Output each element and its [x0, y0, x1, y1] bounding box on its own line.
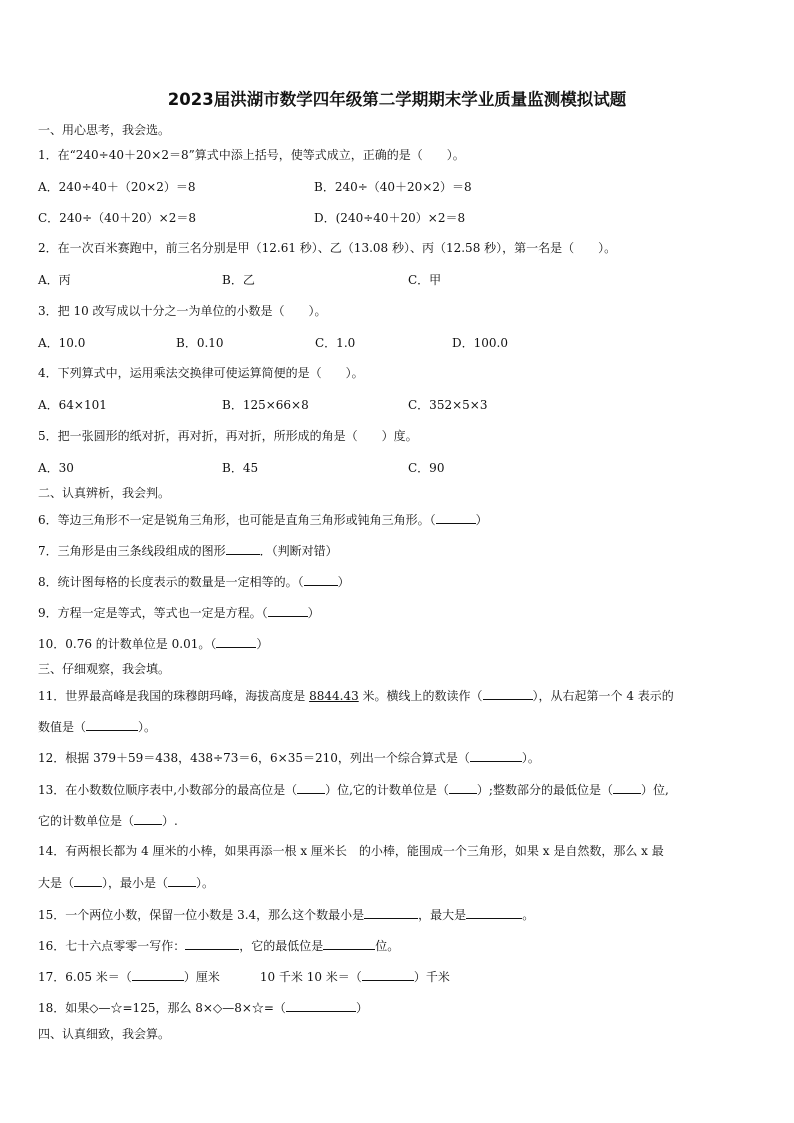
question-12-tail: ）。 [521, 751, 540, 765]
question-2-option-a: A．丙 [38, 273, 71, 287]
question-6: 6．等边三角形不一定是锐角三角形，也可能是直角三角形或钝角三角形。（ ） [38, 513, 488, 527]
question-15-answer-blank-1[interactable] [364, 906, 418, 919]
section-heading-judge: 二、认真辨析，我会判。 [38, 486, 171, 500]
question-3-option-c: C．1.0 [315, 336, 356, 350]
question-3-stem: 3．把 10 改写成以十分之一为单位的小数是（ ）。 [38, 304, 327, 318]
question-13-line-1 [38, 781, 669, 798]
question-5-option-a: A．30 [38, 461, 74, 475]
question-14-answer-blank-1[interactable] [74, 874, 102, 887]
question-14-line-2 [38, 874, 214, 891]
question-8-tail: ） [337, 575, 350, 589]
question-11-answer-blank-2[interactable] [86, 718, 138, 731]
question-13-text-c: ）;整数部分的最低位是（ [476, 783, 613, 797]
question-13-text-a: 13．在小数数位顺序表中,小数部分的最高位是（ [38, 783, 298, 797]
question-1-stem: 1．在“240÷40＋20×2＝8”算式中添上括号，使等式成立，正确的是（ ）。 [38, 148, 465, 162]
question-5-stem: 5．把一张圆形的纸对折，再对折，再对折，所形成的角是（ ）度。 [38, 429, 418, 443]
question-5-option-c: C．90 [408, 461, 445, 475]
question-7-answer-blank[interactable] [226, 542, 260, 555]
question-11-underlined-number: 8844.43 [309, 689, 359, 703]
question-13-text-f: ）. [162, 814, 178, 828]
question-11-answer-blank-1[interactable] [483, 687, 533, 700]
question-17-text-a: 17．6.05 米＝（ [38, 970, 132, 984]
question-8: 8．统计图每格的长度表示的数量是一定相等的。（ ） [38, 575, 350, 589]
question-18-answer-blank[interactable] [286, 999, 356, 1012]
question-13-answer-blank-3[interactable] [613, 781, 641, 794]
question-13-answer-blank-2[interactable] [449, 781, 477, 794]
question-16 [38, 937, 399, 954]
question-16-text-b: ，它的最低位是 [239, 939, 324, 953]
question-4-stem: 4．下列算式中，运用乘法交换律可使运算简便的是（ ）。 [38, 366, 364, 380]
question-14-answer-blank-2[interactable] [168, 874, 196, 887]
question-17-answer-blank-2[interactable] [362, 968, 414, 981]
question-4-option-c: C．352×5×3 [408, 398, 488, 412]
question-2-option-b: B．乙 [222, 273, 255, 287]
question-6-answer-blank[interactable] [436, 511, 476, 524]
question-11-text-b: 米。横线上的数读作（ [358, 689, 483, 703]
question-1-option-a: A．240÷40＋（20×2）＝8 [38, 180, 196, 194]
question-1-option-d: D．(240÷40＋20）×2＝8 [314, 211, 466, 225]
question-2-stem: 2．在一次百米赛跑中，前三名分别是甲（12.61 秒）、乙（13.08 秒）、丙（12.58 秒），第一名是（ ）。 [38, 241, 617, 255]
question-13-text-b: ）位,它的计数单位是（ [325, 783, 449, 797]
question-6-tail: ） [475, 513, 488, 527]
question-3-option-a: A．10.0 [38, 336, 86, 350]
question-7-tail: ．（判断对错） [259, 544, 338, 558]
question-12-text: 12．根据 379＋59＝438，438÷73＝6，6×35＝210，列出一个综合算式是（ [38, 751, 470, 765]
question-11-line-2 [38, 718, 156, 735]
question-12 [38, 749, 540, 766]
question-18-text-b: ） [355, 1001, 368, 1015]
question-6-text: 6．等边三角形不一定是锐角三角形，也可能是直角三角形或钝角三角形。 [38, 513, 430, 527]
question-15-text-a: 15．一个两位小数，保留一位小数是 3.4，那么这个数最小是 [38, 908, 365, 922]
question-9-tail: ） [307, 606, 320, 620]
question-3-option-b: B．0.10 [176, 336, 224, 350]
question-13-text-e: 它的计数单位是（ [38, 814, 135, 828]
section-heading-choice: 一、用心思考，我会选。 [38, 123, 171, 137]
question-13-line-2 [38, 812, 178, 829]
question-18-text-a: 18．如果◇—☆=125，那么 8×◇—8×☆=（ [38, 1001, 286, 1015]
question-13-text-d: ）位, [640, 783, 669, 797]
question-2-option-c: C．甲 [408, 273, 442, 287]
question-13-answer-blank-1[interactable] [297, 781, 325, 794]
question-4-option-a: A．64×101 [38, 398, 107, 412]
question-10: 10．0.76 的计数单位是 0.01。（ ） [38, 637, 269, 651]
question-8-text: 8．统计图每格的长度表示的数量是一定相等的。 [38, 575, 298, 589]
question-17-text-b: ）厘米 [183, 970, 220, 984]
question-11-text-a: 11．世界最高峰是我国的珠穆朗玛峰，海拔高度是 [38, 689, 310, 703]
question-17 [38, 968, 450, 985]
question-9: 9．方程一定是等式，等式也一定是方程。（ ） [38, 606, 320, 620]
question-15-text-b: ，最大是 [418, 908, 467, 922]
question-16-answer-blank-2[interactable] [323, 937, 375, 950]
question-15 [38, 906, 534, 923]
question-14-text-c: ），最小是（ [102, 876, 169, 890]
question-10-tail: ） [256, 637, 269, 651]
question-9-answer-blank[interactable] [268, 604, 308, 617]
question-1-option-c: C．240÷（40＋20）×2＝8 [38, 211, 197, 225]
page-title: 2023届洪湖市数学四年级第二学期期末学业质量监测模拟试题 [167, 90, 627, 109]
question-12-answer-blank[interactable] [470, 749, 522, 762]
question-17-text-c: 10 千米 10 米＝（ [259, 970, 362, 984]
question-11-text-e: ）。 [138, 720, 157, 734]
section-heading-fill: 三、仔细观察，我会填。 [38, 662, 171, 676]
question-5-option-b: B．45 [222, 461, 259, 475]
question-3-option-d: D．100.0 [452, 336, 508, 350]
question-14-text-b: 大是（ [38, 876, 75, 890]
question-10-text: 10．0.76 的计数单位是 0.01。 [38, 637, 211, 651]
question-14-text-d: ）。 [196, 876, 215, 890]
question-15-text-c: 。 [522, 908, 535, 922]
question-18 [38, 999, 368, 1016]
question-11-line-1 [38, 687, 674, 704]
question-11-text-c: ），从右起第一个 4 表示的 [532, 689, 674, 703]
question-7 [38, 542, 338, 559]
question-16-answer-blank-1[interactable] [185, 937, 239, 950]
section-heading-calc: 四、认真细致，我会算。 [38, 1027, 171, 1041]
question-13-answer-blank-4[interactable] [134, 812, 162, 825]
question-15-answer-blank-2[interactable] [466, 906, 522, 919]
question-9-text: 9．方程一定是等式，等式也一定是方程。 [38, 606, 262, 620]
question-1-option-b: B．240÷（40＋20×2）＝8 [314, 180, 472, 194]
question-16-text-c: 位。 [375, 939, 400, 953]
question-11-text-d: 数值是（ [38, 720, 87, 734]
question-14-line-1: 14．有两根长都为 4 厘米的小棒，如果再添一根 x 厘米长 的小棒，能围成一个三角形，如果 x 是自然数，那么 x 最 [38, 844, 664, 858]
question-10-answer-blank[interactable] [216, 635, 256, 648]
question-16-text-a: 16．七十六点零零一写作： [38, 939, 186, 953]
question-4-option-b: B．125×66×8 [222, 398, 309, 412]
question-17-answer-blank-1[interactable] [132, 968, 184, 981]
question-8-answer-blank[interactable] [304, 573, 338, 586]
question-7-text: 7．三角形是由三条线段组成的图形 [38, 544, 226, 558]
question-17-text-d: ）千米 [413, 970, 450, 984]
